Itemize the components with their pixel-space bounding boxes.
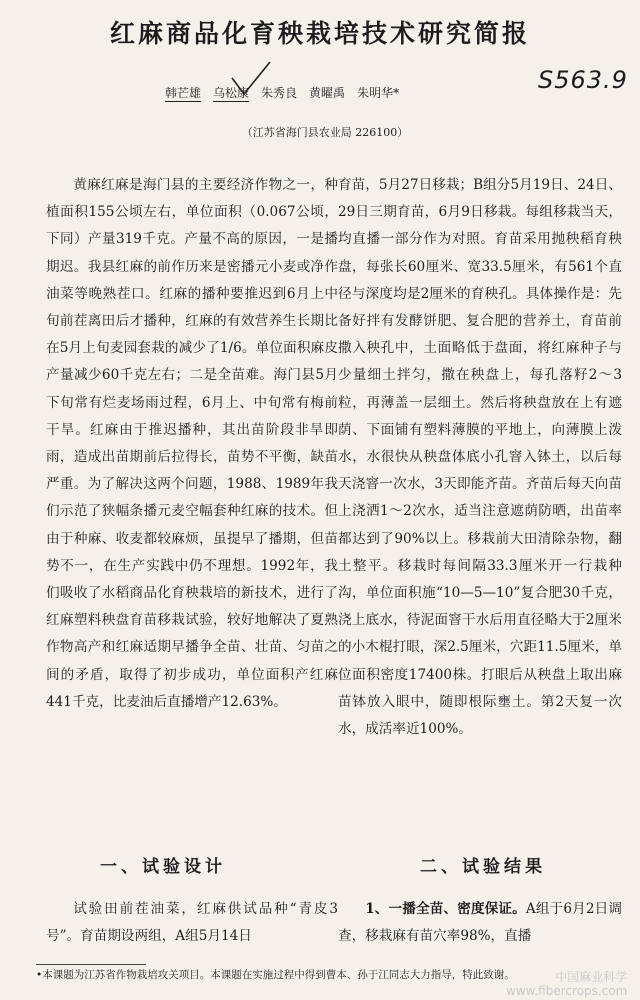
design-text-block [46, 896, 338, 950]
body-column-right [338, 172, 622, 743]
author-name: 朱秀良 [261, 86, 298, 100]
author-affiliation: （江苏省海门县农业局 226100） [241, 126, 409, 139]
site-watermark [506, 970, 627, 998]
author-name: 朱明华* [357, 86, 400, 100]
results-paragraph [338, 896, 622, 950]
author-name: 韩芒雄 [165, 86, 202, 100]
body-paragraph: 育苗，5月27日移栽；B组分5月19日、24日、29日三期育苗，6月9日移栽。每组移栽当天，均直播一部分作为对照。育苗采用抛秧稻育秧盘，每张长60厘米、宽33.5厘米，有561个直径与深度均是2厘米的育秧孔。具体操作是：先备好拌有发酵饼肥、复合肥的营养土，育苗前撒入秧孔中，土面略低于盘面，将红麻种子与少量细土拌匀，撒在秧盘上，每孔落籽2～3粒，再薄盖一层细土。然后将秧盘放在上有遮荫、下面铺有塑料薄膜的平地上，向薄膜上泼水，水很快从秧盘体底小孔窨入钵土，以后每天浇窨一次水，3天即能齐苗。齐苗后每天向苗上浇洒1～2次水，适当注意遮荫防晒，出苗率都达到了90%以上。移栽前大田清除杂物，翻土整平。移栽时每间隔33.3厘米开一行栽种沟，单位面积施“10—5—10”复合肥30千克，浇上底水，待泥面窨干水后用直径略大于2厘米的小木棍打眼，深2.5厘米，穴距11.5厘米，单位面积密度17400株。打眼后从秧盘上取出麻苗钵放入眼中，随即根际壅土。第2天复一次水，成活率近100%。 [338, 177, 622, 738]
call-number-handwritten: S563.9 [538, 66, 628, 94]
section-heading-results: 二、试验结果 [420, 857, 546, 877]
watermark-text: 中国麻业科学 www.fibercrops.com [506, 970, 628, 998]
section-heading-design: 一、试验设计 [100, 857, 226, 877]
body-paragraph: 黄麻红麻是海门县的主要经济作物之一，种植面积155公顷左右，单位面积（0.067公顷，下同）产量319千克。产量不高的原因，一是播期迟。我县红麻的前作历来是密播元小麦或净作油菜等晚熟茬口。红麻的播种要推迟到6月上中旬前茬离田后才播种，红麻的有效营养生长期比在5月上旬麦园套栽的减少了1/6。单位面积麻皮产量减少60千克左右；二是全苗难。海门县5月下旬常有烂麦场雨过程，6月上、中旬常有梅前干旱。红麻由于推迟播种，其出苗阶段非旱即雨，造成出苗期前后拉得长，苗势不平衡，缺苗严重。为了解决这两个问题，1988、1989年我们示范了狭幅条播元麦空幅套种红麻的技术。但由于种麻、收麦都较麻烦，虽提早了播期，但苗势不一，在生产实践中仍不理想。1992年，我们吸收了水稻商品化育秧栽培的新技术，进行了红麻塑料秧盘育苗移栽试验，较好地解决了夏熟作物高产和红麻适期早播争全苗、壮苗、匀苗之间的矛盾，取得了初步成功，单位面积产红麻441千克，比麦油后直播增产12.63%。 [46, 177, 338, 710]
body-column-left [46, 172, 338, 716]
design-paragraph: 试验田前茬油菜，红麻供试品种“青皮3号”。育苗期设两组，A组5月14日 [46, 901, 338, 944]
footnote-rule [36, 964, 146, 965]
footnote: •本课题为江苏省作物栽培攻关项目。本课题在实施过程中得到曹本、孙于江同志大力指导，特此致谢。 [36, 969, 515, 981]
results-text-block [338, 896, 622, 950]
article-title: 红麻商品化育秧栽培技术研究简报 [109, 19, 530, 48]
results-subheading: 1、一播全苗、密度保证。 [365, 901, 526, 917]
author-name: 乌松康 [213, 86, 250, 100]
results-text: A组于6月2日调查，移栽麻有苗穴率98%，直播 [338, 901, 622, 944]
author-list [165, 84, 525, 102]
author-name: 黄曜禹 [309, 86, 346, 100]
